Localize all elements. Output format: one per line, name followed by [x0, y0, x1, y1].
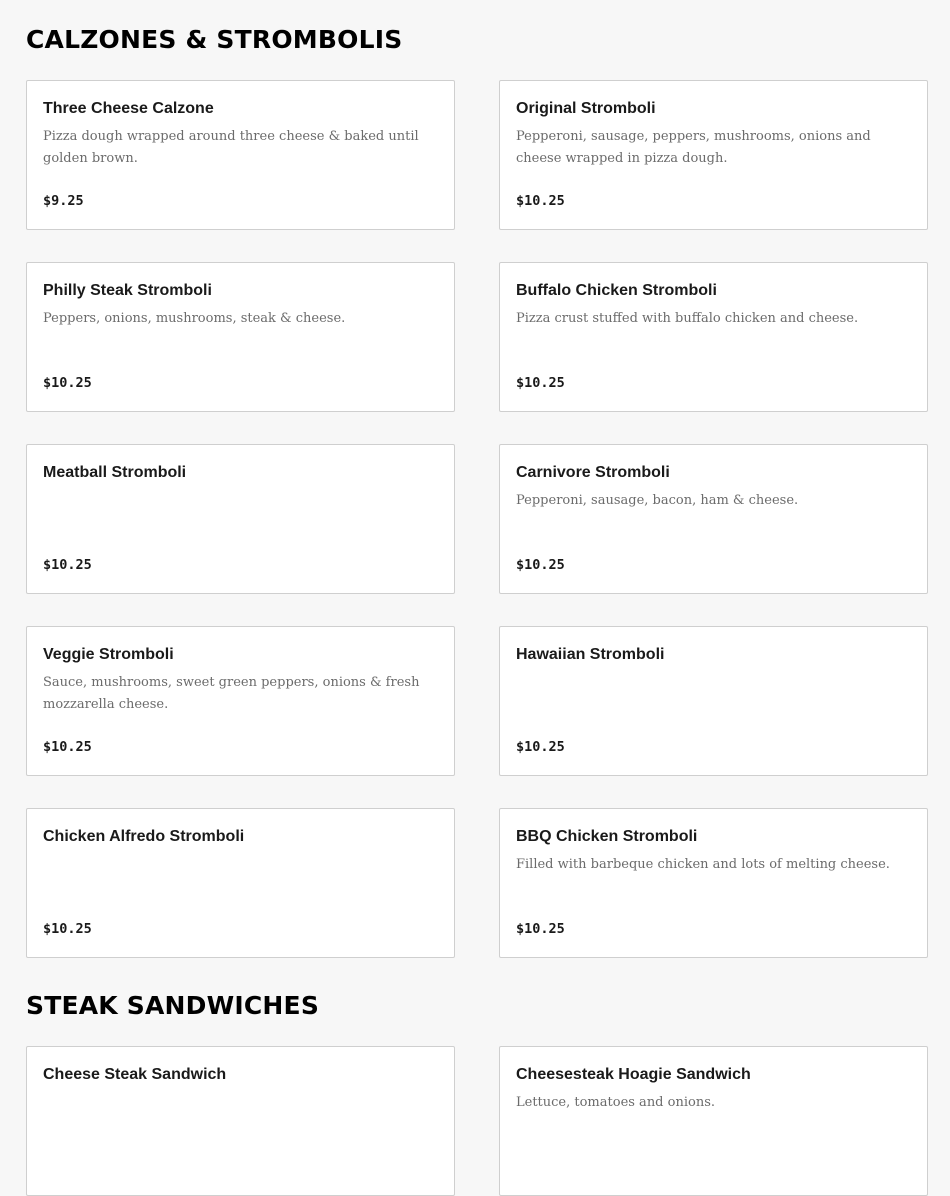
menu-item-name: Cheesesteak Hoagie Sandwich	[516, 1066, 751, 1083]
menu-item-name: Chicken Alfredo Stromboli	[43, 828, 245, 845]
menu-item-name: BBQ Chicken Stromboli	[516, 828, 698, 845]
menu-items-grid	[26, 80, 928, 958]
menu-item-name: Carnivore Stromboli	[516, 464, 670, 481]
menu-item-price: $10.25	[43, 739, 92, 755]
menu-items-grid	[26, 1046, 928, 1196]
menu-item-price: $10.25	[43, 557, 92, 573]
menu-item-name: Three Cheese Calzone	[43, 100, 214, 117]
menu-item-name: Original Stromboli	[516, 100, 656, 117]
menu-item-card[interactable]	[26, 80, 455, 230]
menu-item-card[interactable]	[26, 444, 455, 594]
menu-item-description: Peppers, onions, mushrooms, steak & cheese.	[43, 311, 346, 326]
menu-item-description: Sauce, mushrooms, sweet green peppers, onions & fresh mozzarella cheese.	[43, 675, 420, 712]
menu-item-card[interactable]	[499, 444, 928, 594]
menu-item-card[interactable]	[499, 80, 928, 230]
menu-item-card[interactable]	[499, 626, 928, 776]
menu-item-name: Cheese Steak Sandwich	[43, 1066, 227, 1083]
menu-item-price: $9.25	[43, 193, 84, 209]
menu-item-name: Veggie Stromboli	[43, 646, 174, 663]
menu-item-price: $10.25	[43, 375, 92, 391]
section-title: CALZONES & STROMBOLIS	[26, 25, 403, 54]
menu-item-card[interactable]	[499, 1046, 928, 1196]
menu-item-price: $10.25	[516, 921, 565, 937]
menu-item-description: Pizza dough wrapped around three cheese & baked until golden brown.	[43, 129, 419, 166]
section-title: STEAK SANDWICHES	[26, 991, 320, 1020]
menu-item-name: Philly Steak Stromboli	[43, 282, 212, 299]
menu-item-card[interactable]	[499, 808, 928, 958]
menu-item-price: $10.25	[516, 375, 565, 391]
menu-item-price: $10.25	[516, 193, 565, 209]
menu-item-card[interactable]	[26, 626, 455, 776]
menu-item-card[interactable]	[26, 262, 455, 412]
menu-item-card[interactable]	[499, 262, 928, 412]
menu-item-description: Pizza crust stuffed with buffalo chicken and cheese.	[516, 311, 859, 326]
menu-item-price: $10.25	[516, 739, 565, 755]
menu-item-card[interactable]	[26, 1046, 455, 1196]
menu-item-price: $10.25	[43, 921, 92, 937]
menu-item-description: Pepperoni, sausage, bacon, ham & cheese.	[516, 493, 799, 508]
menu-item-price: $10.25	[516, 557, 565, 573]
menu-item-name: Hawaiian Stromboli	[516, 646, 665, 663]
menu-item-name: Meatball Stromboli	[43, 464, 187, 481]
menu-item-description: Filled with barbeque chicken and lots of melting cheese.	[516, 857, 890, 872]
menu-item-description: Pepperoni, sausage, peppers, mushrooms, onions and cheese wrapped in pizza dough.	[516, 129, 871, 166]
menu-item-name: Buffalo Chicken Stromboli	[516, 282, 717, 299]
menu-item-card[interactable]	[26, 808, 455, 958]
menu-item-description: Lettuce, tomatoes and onions.	[516, 1095, 715, 1110]
